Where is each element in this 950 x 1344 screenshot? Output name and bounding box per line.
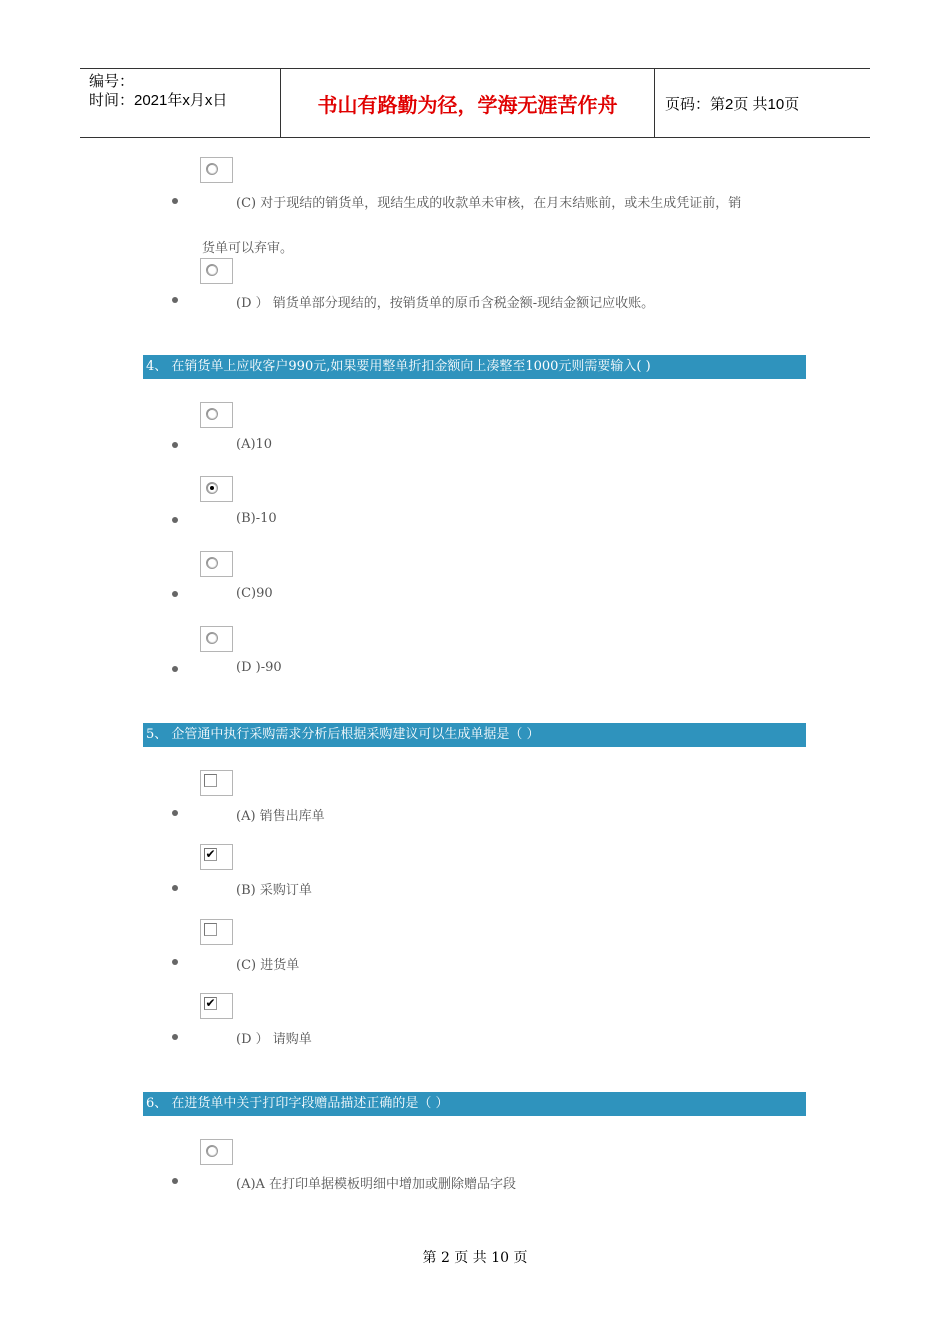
q4-option-a-label: (A)10 (236, 437, 273, 452)
radio-icon[interactable] (206, 1145, 218, 1157)
bullet (172, 810, 178, 816)
option-c-label: (C) 对于现结的销货单，现结生成的收款单未审核，在月末结账前，或未生成凭证前，销 (236, 196, 742, 211)
radio-selected-icon[interactable] (206, 482, 218, 494)
radio-icon[interactable] (206, 163, 218, 175)
q6-option-a-label: (A)A 在打印单据模板明细中增加或删除赠品字段 (236, 1177, 517, 1192)
question-5-title: 5、 企管通中执行采购需求分析后根据采购建议可以生成单据是（ ） (143, 723, 806, 747)
question-6-title: 6、 在进货单中关于打印字段赠品描述正确的是（ ） (143, 1092, 806, 1116)
radio-icon[interactable] (206, 408, 218, 420)
q5-option-c-checkbox-box[interactable] (200, 919, 233, 945)
q5-option-d-label: (D ） 请购单 (236, 1032, 312, 1047)
q4-option-a-radio-box[interactable] (200, 402, 233, 428)
option-d-radio-box[interactable] (200, 258, 233, 284)
header-motto: 书山有路勤为径，学海无涯苦作舟 (281, 69, 655, 137)
bullet (172, 959, 178, 965)
option-c-label-continuation: 货单可以弃审。 (202, 241, 294, 256)
q5-option-c-label: (C) 进货单 (236, 958, 300, 973)
bullet (172, 591, 178, 597)
q4-option-c-radio-box[interactable] (200, 551, 233, 577)
document-header (80, 68, 870, 138)
bullet (172, 198, 178, 204)
bullet (172, 885, 178, 891)
q5-option-b-checkbox-box[interactable] (200, 844, 233, 870)
radio-icon[interactable] (206, 632, 218, 644)
q4-option-d-label: (D )-90 (236, 660, 282, 675)
q6-option-a-radio-box[interactable] (200, 1139, 233, 1165)
q5-option-d-checkbox-box[interactable] (200, 993, 233, 1019)
q4-option-b-label: (B)-10 (236, 511, 277, 526)
header-page-info: 页码：第2页 共10页 (665, 95, 800, 113)
option-d-label: (D ） 销货单部分现结的，按销货单的原币含税金额-现结金额记应收账。 (236, 296, 655, 311)
checkbox-checked-icon[interactable]: ✔ (205, 847, 216, 861)
q5-option-b-label: (B) 采购订单 (236, 883, 312, 898)
time-label: 时间：2021年x月x日 (89, 92, 228, 109)
bullet (172, 442, 178, 448)
header-meta (80, 69, 281, 137)
bullet (172, 1178, 178, 1184)
checkbox-icon[interactable] (204, 774, 217, 787)
page-footer: 第 2 页 共 10 页 (422, 1250, 528, 1266)
q5-option-a-label: (A) 销售出库单 (236, 809, 325, 824)
checkbox-icon[interactable] (204, 923, 217, 936)
radio-icon[interactable] (206, 557, 218, 569)
q4-option-c-label: (C)90 (236, 586, 273, 601)
number-label: 编号： (89, 73, 135, 90)
bullet (172, 1034, 178, 1040)
bullet (172, 297, 178, 303)
bullet (172, 666, 178, 672)
option-c-radio-box[interactable] (200, 157, 233, 183)
q4-option-b-radio-box[interactable] (200, 476, 233, 502)
radio-icon[interactable] (206, 264, 218, 276)
q5-option-a-checkbox-box[interactable] (200, 770, 233, 796)
bullet (172, 517, 178, 523)
checkbox-checked-icon[interactable]: ✔ (205, 996, 216, 1010)
question-4-title: 4、 在销货单上应收客户990元,如果要用整单折扣金额向上凑整至1000元则需要输入( ) (143, 355, 806, 379)
q4-option-d-radio-box[interactable] (200, 626, 233, 652)
